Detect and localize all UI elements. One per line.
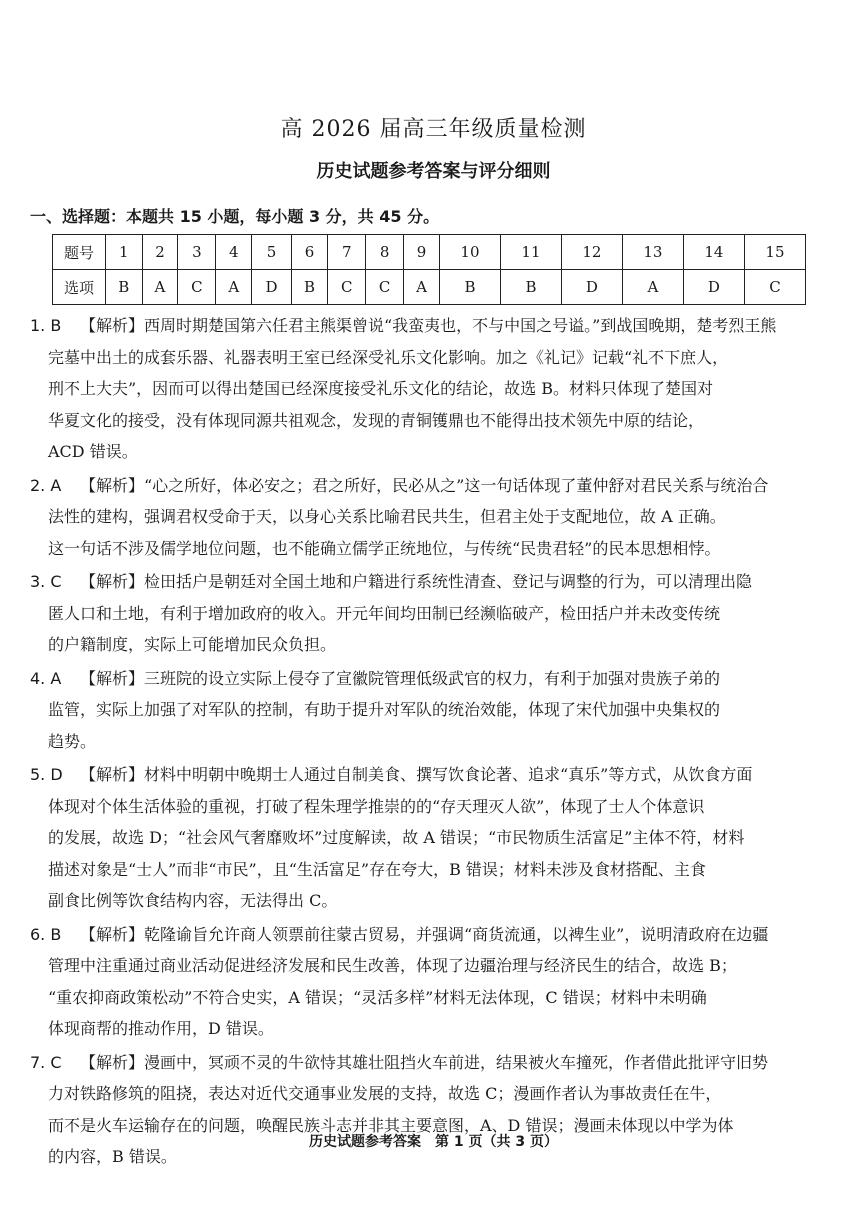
explanation-first-line xyxy=(30,566,820,598)
answer-cell: B xyxy=(291,270,328,305)
explanation-first-line xyxy=(30,663,820,695)
explanation-item xyxy=(30,919,820,1045)
question-number-cell: 6 xyxy=(291,235,328,270)
explanation-text: 趋势。 xyxy=(48,731,97,751)
explanation-text: 完墓中出土的成套乐器、礼器表明王室已经深受礼乐文化影响。加之《礼记》记载“礼不下庶人， xyxy=(48,347,729,367)
question-answer-label: 6. B xyxy=(30,924,62,944)
answer-cell: C xyxy=(366,270,404,305)
question-answer-label: 1. B xyxy=(30,316,62,335)
answer-cell: D xyxy=(252,270,292,305)
answer-table xyxy=(52,234,806,305)
explanation-item xyxy=(30,1047,820,1173)
answer-cell: A xyxy=(404,270,440,305)
page-subtitle: 历史试题参考答案与评分细则 xyxy=(316,161,551,182)
explanation-text: 这一句话不涉及儒学地位问题，也不能确立儒学正统地位，与传统“民贵君轻”的民本思想相悖。 xyxy=(48,538,721,558)
question-number-cell: 8 xyxy=(366,235,404,270)
explanation-text: 【解析】材料中明朝中晚期士人通过自制美食、撰写饮食论著、追求“真乐”等方式，从饮食方面 xyxy=(80,765,753,784)
answer-cell: C xyxy=(328,270,366,305)
explanation-text: 【解析】“心之所好，体必安之；君之所好，民必从之”这一句话体现了董仲舒对君民关系与统治合 xyxy=(80,475,769,495)
row-label-answer: 选项 xyxy=(53,270,106,305)
explanation-text: 匿人口和土地，有利于增加政府的收入。开元年间均田制已经濒临破产，检田括户并未改变传统 xyxy=(48,603,721,623)
question-number-row xyxy=(53,235,806,270)
explanation-text: 的发展，故选 D；“社会风气奢靡败坏”过度解读，故 A 错误；“市民物质生活富足”主体不符，材料 xyxy=(48,828,745,847)
answer-cell: B xyxy=(106,270,143,305)
explanation-text: 描述对象是“士人”而非“市民”，且“生活富足”存在夸大，B 错误；材料未涉及食材搭配、主食 xyxy=(48,859,706,879)
page-footer: 历史试题参考答案 第 1 页（共 3 页） xyxy=(309,1134,558,1150)
question-answer-label: 2. A xyxy=(30,475,62,495)
explanation-first-line xyxy=(30,919,820,951)
explanation-text: 副食比例等饮食结构内容，无法得出 C。 xyxy=(48,891,338,910)
explanation-text: 管理中注重通过商业活动促进经济发展和民生改善，体现了边疆治理与经济民生的结合，故选 B； xyxy=(48,956,737,975)
explanation-item xyxy=(30,310,820,468)
question-answer-label: 5. D xyxy=(30,765,63,784)
page-title: 高 2026 届高三年级质量检测 xyxy=(280,117,587,142)
explanation-list xyxy=(30,310,820,1175)
explanation-text: 【解析】三班院的设立实际上侵夺了宣徽院管理低级武官的权力，有利于加强对贵族子弟的 xyxy=(80,668,721,688)
question-number-cell: 5 xyxy=(252,235,292,270)
section-heading: 一、选择题：本题共 15 小题，每小题 3 分，共 45 分。 xyxy=(30,207,440,226)
question-number-cell: 3 xyxy=(178,235,216,270)
explanation-text: 体现商帮的推动作用，D 错误。 xyxy=(48,1019,274,1038)
explanation-first-line xyxy=(30,1047,820,1079)
explanation-first-line xyxy=(30,759,820,791)
explanation-text: 【解析】检田括户是朝廷对全国土地和户籍进行系统性清查、登记与调整的行为，可以清理出隐 xyxy=(80,572,753,591)
question-number-cell: 4 xyxy=(216,235,252,270)
question-number-cell: 2 xyxy=(142,235,178,270)
explanation-text: 【解析】西周时期楚国第六任君主熊渠曾说“我蛮夷也，不与中国之号谥。”到战国晚期，楚考烈王熊 xyxy=(80,316,777,335)
explanation-first-line xyxy=(30,310,820,342)
explanation-text: 刑不上大夫”，因而可以得出楚国已经深度接受礼乐文化的结论，故选 B。材料只体现了楚国对 xyxy=(48,379,714,398)
answer-cell: D xyxy=(683,270,744,305)
explanation-text: 而不是火车运输存在的问题，唤醒民族斗志并非其主要意图，A、D 错误；漫画未体现以中学为体 xyxy=(48,1115,734,1135)
explanation-text: 华夏文化的接受，没有体现同源共祖观念，发现的青铜镬鼎也不能得出技术领先中原的结论， xyxy=(48,410,705,430)
answer-cell: B xyxy=(500,270,561,305)
explanation-item xyxy=(30,759,820,917)
explanation-item xyxy=(30,663,820,758)
explanation-item xyxy=(30,470,820,565)
explanation-text: “重农抑商政策松动”不符合史实，A 错误；“灵活多样”材料无法体现，C 错误；材料中未明确 xyxy=(48,987,707,1007)
explanation-text: 【解析】乾隆谕旨允许商人领票前往蒙古贸易，并强调“商货流通，以裨生业”，说明清政府在边疆 xyxy=(80,924,769,944)
answer-cell: B xyxy=(439,270,500,305)
answer-cell: A xyxy=(142,270,178,305)
answer-cell: D xyxy=(561,270,622,305)
question-answer-label: 4. A xyxy=(30,668,62,688)
answer-row xyxy=(53,270,806,305)
explanation-text: 体现对个体生活体验的重视，打破了程朱理学推崇的的“存天理灭人欲”，体现了士人个体意识 xyxy=(48,796,705,816)
question-number-cell: 13 xyxy=(622,235,683,270)
row-label-number: 题号 xyxy=(53,235,106,270)
answer-cell: A xyxy=(216,270,252,305)
question-number-cell: 11 xyxy=(500,235,561,270)
question-number-cell: 15 xyxy=(744,235,805,270)
explanation-text: ACD 错误。 xyxy=(48,442,138,461)
explanation-text: 的内容，B 错误。 xyxy=(48,1147,177,1166)
question-number-cell: 7 xyxy=(328,235,366,270)
question-answer-label: 3. C xyxy=(30,572,62,591)
explanation-text: 监管，实际上加强了对军队的控制，有助于提升对军队的统治效能，体现了宋代加强中央集权的 xyxy=(48,700,721,719)
question-answer-label: 7. C xyxy=(30,1052,62,1072)
question-number-cell: 14 xyxy=(683,235,744,270)
explanation-item xyxy=(30,566,820,661)
answer-cell: C xyxy=(744,270,805,305)
question-number-cell: 9 xyxy=(404,235,440,270)
explanation-text: 【解析】漫画中，冥顽不灵的牛欲恃其雄壮阻挡火车前进，结果被火车撞死，作者借此批评守旧势 xyxy=(80,1052,769,1072)
question-number-cell: 1 xyxy=(106,235,143,270)
explanation-text: 的户籍制度，实际上可能增加民众负担。 xyxy=(48,635,337,654)
answer-cell: C xyxy=(178,270,216,305)
question-number-cell: 10 xyxy=(439,235,500,270)
explanation-text: 力对铁路修筑的阻挠，表达对近代交通事业发展的支持，故选 C；漫画作者认为事故责任在牛， xyxy=(48,1084,722,1103)
explanation-text: 法性的建构，强调君权受命于天，以身心关系比喻君民共生，但君主处于支配地位，故 A 正确。 xyxy=(48,507,726,526)
explanation-first-line xyxy=(30,470,820,502)
question-number-cell: 12 xyxy=(561,235,622,270)
answer-cell: A xyxy=(622,270,683,305)
